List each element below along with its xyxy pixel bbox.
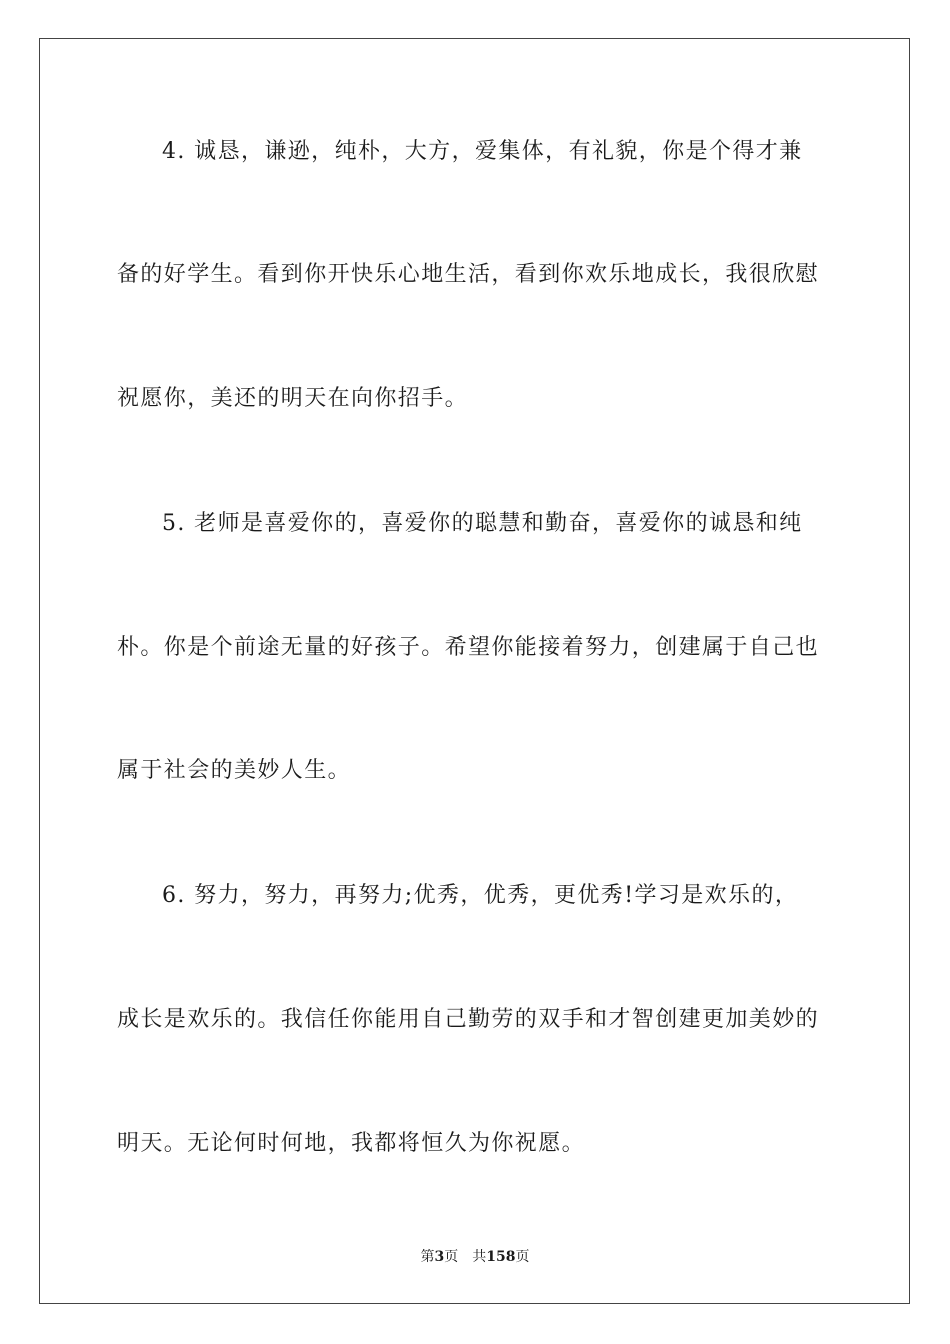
page-prefix: 第 xyxy=(420,1249,435,1265)
total-pages: 158 xyxy=(486,1249,516,1265)
paragraph-line: 4. 诚恳，谦逊，纯朴，大方，爱集体，有礼貌，你是个得才兼 xyxy=(162,139,803,164)
total-suffix: 页 xyxy=(515,1249,530,1265)
paragraph-line: 6. 努力，努力，再努力;优秀，优秀，更优秀!学习是欢乐的， xyxy=(162,883,799,908)
paragraph-line: 祝愿你，美还的明天在向你招手。 xyxy=(117,386,469,411)
paragraph-line: 备的好学生。看到你开快乐心地生活，看到你欢乐地成长，我很欣慰 xyxy=(117,262,820,287)
page-number: 3 xyxy=(434,1249,445,1265)
paragraph-line: 明天。无论何时何地，我都将恒久为你祝愿。 xyxy=(117,1131,586,1156)
paragraph-line: 成长是欢乐的。我信任你能用自己勤劳的双手和才智创建更加美妙的 xyxy=(117,1007,820,1032)
page-frame xyxy=(39,38,910,1304)
paragraph-line: 朴。你是个前途无量的好孩子。希望你能接着努力，创建属于自己也 xyxy=(117,635,820,660)
page-suffix: 页 xyxy=(444,1249,459,1265)
total-prefix: 共 xyxy=(472,1249,487,1265)
paragraph-line: 属于社会的美妙人生。 xyxy=(117,758,352,783)
page-footer xyxy=(0,1248,950,1266)
paragraph-line: 5. 老师是喜爱你的，喜爱你的聪慧和勤奋，喜爱你的诚恳和纯 xyxy=(162,511,803,536)
